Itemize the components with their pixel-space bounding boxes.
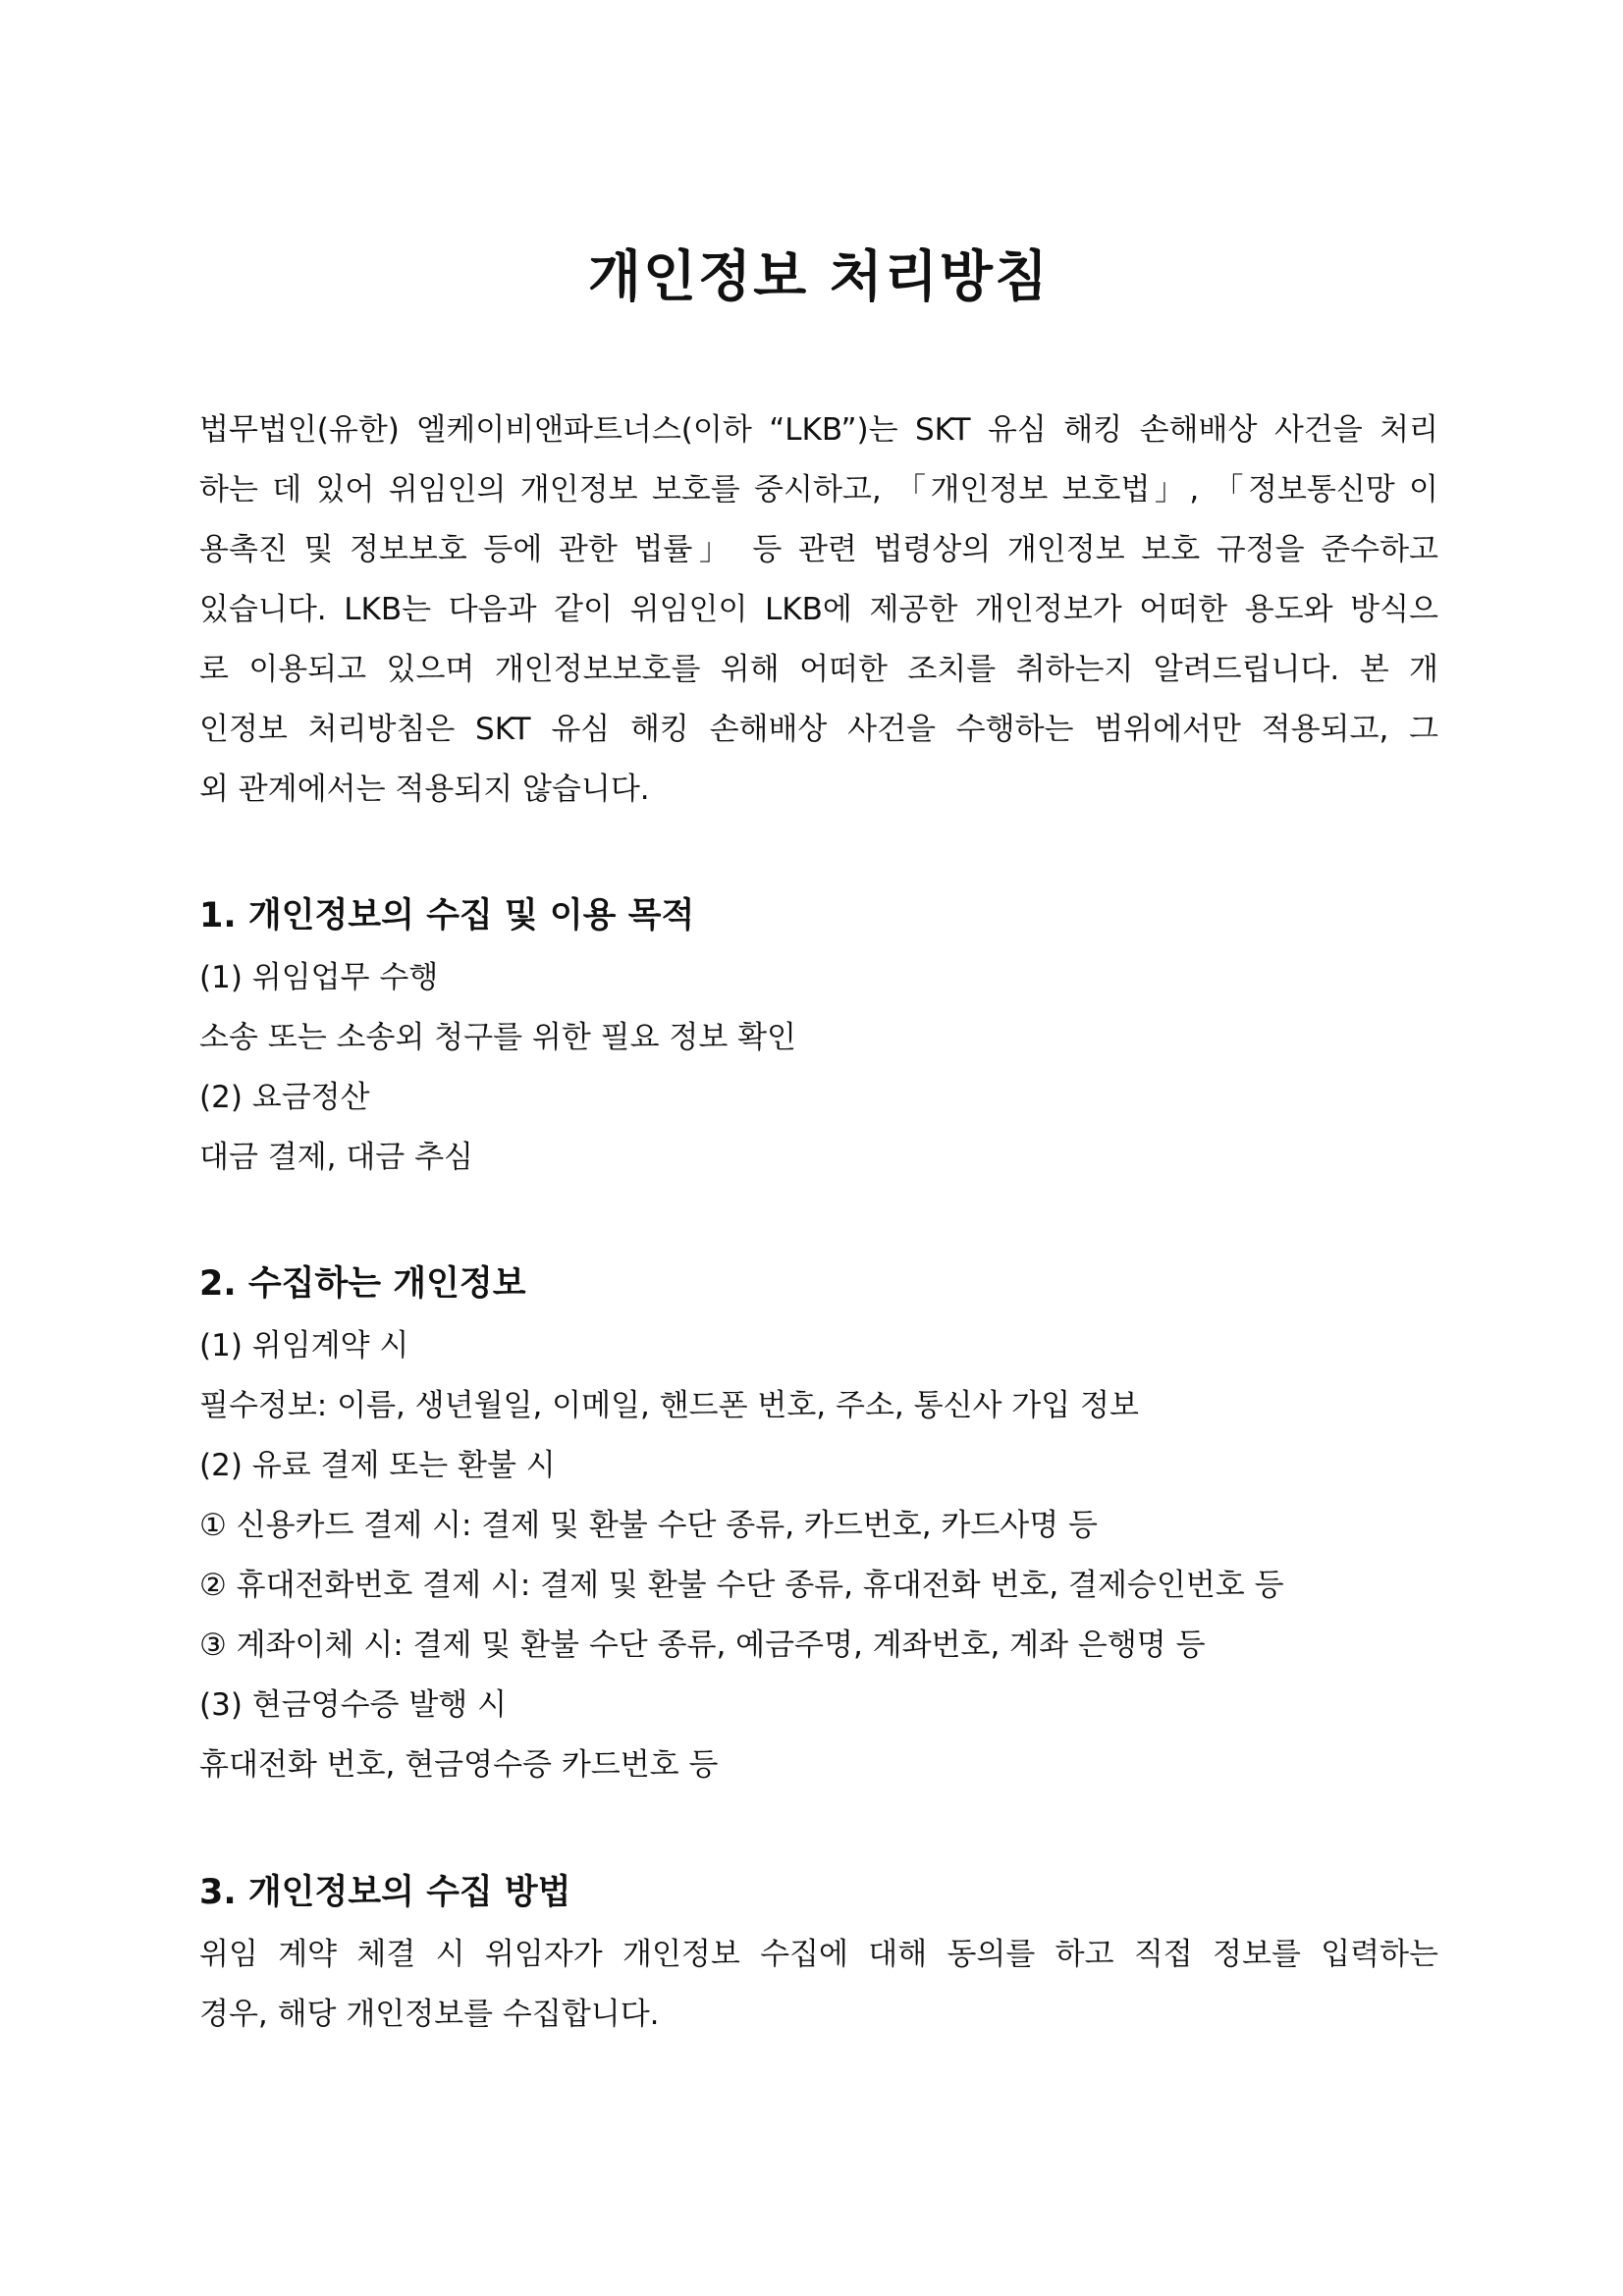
- section-line: 필수정보: 이름, 생년월일, 이메일, 핸드폰 번호, 주소, 통신사 가입 정보: [199, 1388, 1139, 1423]
- section-line: 경우, 해당 개인정보를 수집합니다.: [199, 1997, 660, 2032]
- section-line: ① 신용카드 결제 시: 결제 및 환불 수단 종류, 카드번호, 카드사명 등: [199, 1508, 1098, 1543]
- intro-line: 인정보 처리방침은 SKT 유심 해킹 손해배상 사건을 수행하는 범위에서만 적용되고, 그: [199, 712, 1438, 747]
- section-line: 대금 결제, 대금 추심: [199, 1140, 473, 1175]
- intro-line: 법무법인(유한) 엘케이비앤파트너스(이하 “LKB”)는 SKT 유심 해킹 손해배상 사건을 처리: [199, 412, 1438, 448]
- section-line: ② 휴대전화번호 결제 시: 결제 및 환불 수단 종류, 휴대전화 번호, 결제승인번호 등: [199, 1568, 1284, 1603]
- section-line: ③ 계좌이체 시: 결제 및 환불 수단 종류, 예금주명, 계좌번호, 계좌 은행명 등: [199, 1628, 1206, 1663]
- section-line: 소송 또는 소송외 청구를 위한 필요 정보 확인: [199, 1020, 797, 1055]
- section-line: (3) 현금영수증 발행 시: [199, 1687, 508, 1723]
- intro-line: 있습니다. LKB는 다음과 같이 위임인이 LKB에 제공한 개인정보가 어떠한 용도와 방식으: [199, 592, 1438, 627]
- section-line: (2) 요금정산: [199, 1080, 370, 1115]
- section-heading: 1. 개인정보의 수집 및 이용 목적: [199, 896, 695, 935]
- section-line: 위임 계약 체결 시 위임자가 개인정보 수집에 대해 동의를 하고 직접 정보를 입력하는: [199, 1937, 1438, 1972]
- section-line: (1) 위임업무 수행: [199, 960, 439, 995]
- section-line: (2) 유료 결제 또는 환불 시: [199, 1448, 556, 1483]
- section-collection-method: [199, 1868, 1438, 2045]
- section-line: 휴대전화 번호, 현금영수증 카드번호 등: [199, 1747, 719, 1783]
- section-heading: 2. 수집하는 개인정보: [199, 1264, 526, 1304]
- section-line: (1) 위임계약 시: [199, 1328, 409, 1363]
- intro-line: 로 이용되고 있으며 개인정보보호를 위해 어떠한 조치를 취하는지 알려드립니다. 본 개: [199, 652, 1438, 687]
- intro-line: 용촉진 및 정보보호 등에 관한 법률」 등 관련 법령상의 개인정보 보호 규정을 준수하고: [199, 532, 1438, 567]
- intro-line: 하는 데 있어 위임인의 개인정보 보호를 중시하고, 「개인정보 보호법」, 「정보통신망 이: [199, 472, 1438, 507]
- intro-line: 외 관계에서는 적용되지 않습니다.: [199, 772, 650, 807]
- section-collected-info: [199, 1259, 1438, 1795]
- intro-paragraph: [199, 400, 1438, 820]
- page-title: 개인정보 처리방침: [587, 245, 1051, 309]
- section-heading: 3. 개인정보의 수집 방법: [199, 1873, 571, 1912]
- section-collection-purpose: [199, 891, 1438, 1188]
